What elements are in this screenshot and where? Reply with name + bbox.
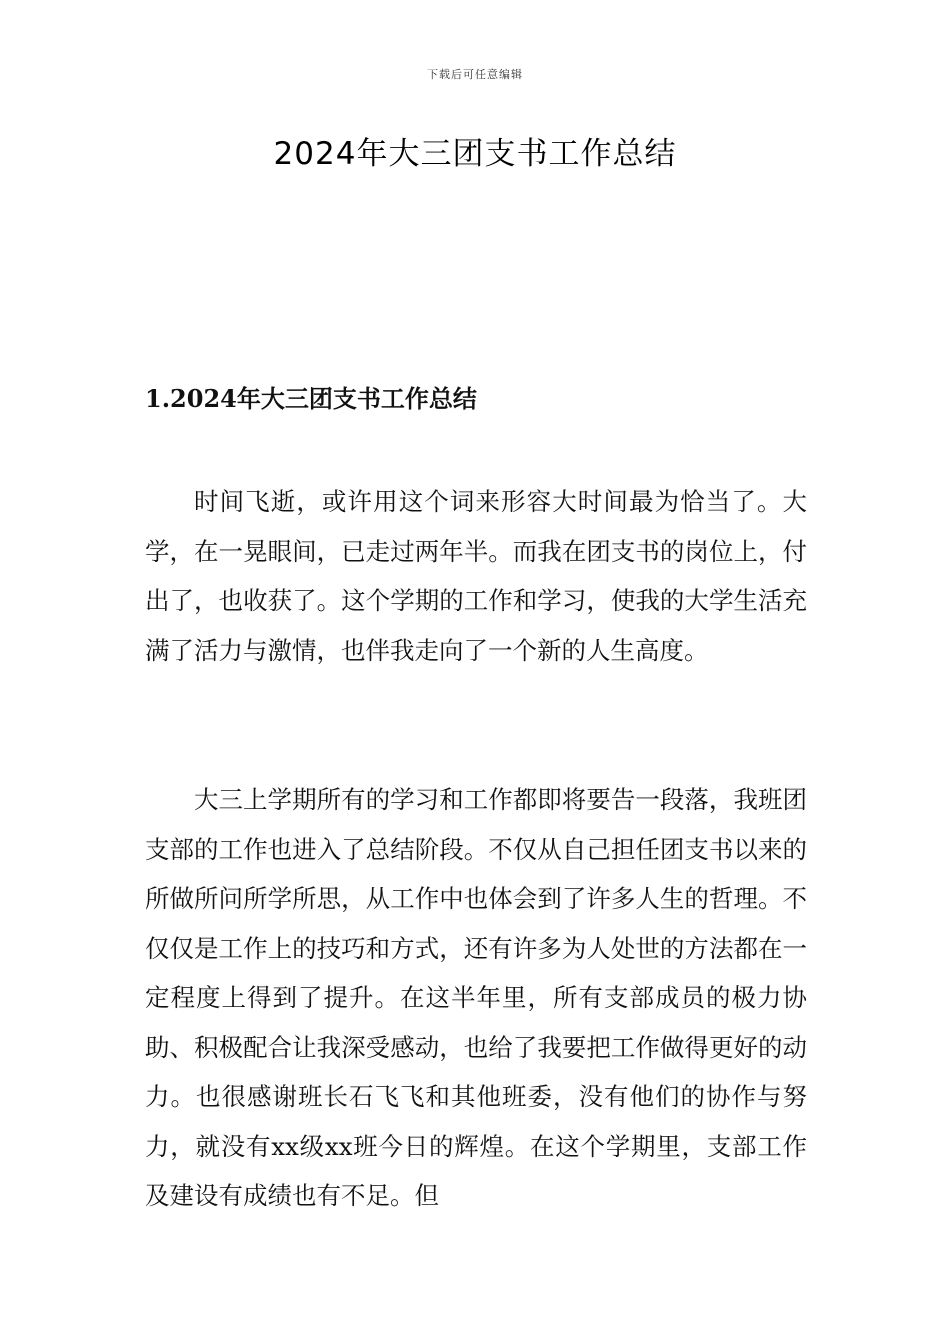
document-title: 2024年大三团支书工作总结	[273, 136, 677, 172]
body-paragraph-2: 大三上学期所有的学习和工作都即将要告一段落，我班团支部的工作也进入了总结阶段。不仅从自己担任团支书以来的所做所问所学所思，从工作中也体会到了许多人生的哲理。不仅仅是工作上的技巧和方式，还有许多为人处世的方法都在一定程度上得到了提升。在这半年里，所有支部成员的极力协助、积极配合让我深受感动，也给了我要把工作做得更好的动力。也很感谢班长石飞飞和其他班委，没有他们的协作与努力，就没有xx级xx班今日的辉煌。在这个学期里，支部工作及建设有成绩也有不足。但	[145, 785, 807, 1210]
body-paragraph-1: 时间飞逝，或许用这个词来形容大时间最为恰当了。大学，在一晃眼间，已走过两年半。而我在团支书的岗位上，付出了，也收获了。这个学期的工作和学习，使我的大学生活充满了活力与激情，也伴我走向了一个新的人生高度。	[145, 487, 807, 665]
section-heading: 1.2024年大三团支书工作总结	[145, 384, 477, 413]
header-note: 下载后可任意编辑	[427, 68, 523, 81]
